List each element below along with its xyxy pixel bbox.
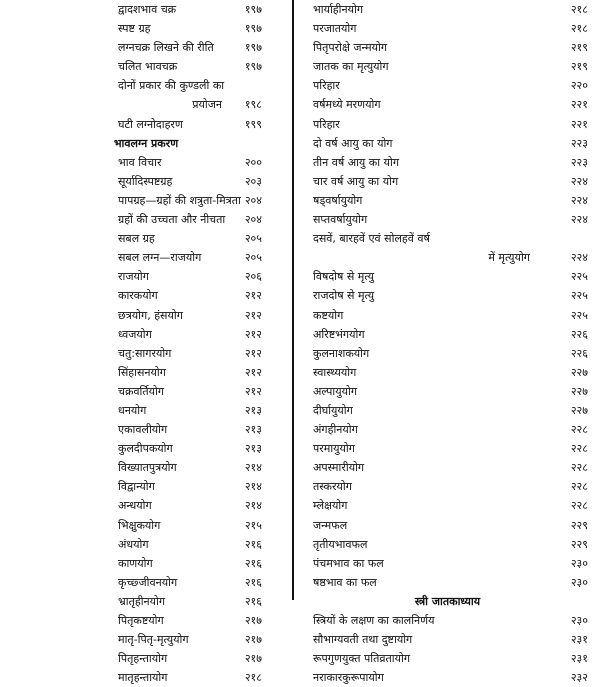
- entry-title: में मृत्युयोग: [488, 251, 530, 265]
- entry-page-number: २१८: [570, 22, 588, 36]
- entry-page-number: १९७: [244, 60, 262, 74]
- entry-title: स्पष्ट ग्रह: [118, 22, 151, 36]
- entry-page-number: २२७: [570, 365, 588, 379]
- entry-title: घटी लग्नोदाहरण: [118, 117, 183, 131]
- index-entry: [295, 57, 600, 76]
- entry-page-number: २१५: [244, 518, 262, 532]
- entry-page-number: १९८: [244, 98, 262, 112]
- entry-title: नराकारकुरूपायोग: [313, 671, 384, 685]
- index-entry: [0, 420, 292, 439]
- entry-page-number: २१७: [244, 652, 262, 666]
- entry-page-number: २१२: [244, 308, 262, 322]
- entry-page-number: २२८: [570, 480, 588, 494]
- entry-title: मातृहन्तायोग: [118, 671, 168, 685]
- entry-page-number: २२५: [570, 270, 588, 284]
- index-entry: [0, 611, 292, 630]
- index-entry: [295, 439, 600, 458]
- entry-title: ध्वजयोग: [118, 327, 152, 341]
- entry-title: अन्धयोग: [118, 499, 152, 513]
- entry-title: विद्वान्योग: [118, 480, 155, 494]
- entry-page-number: २१६: [244, 575, 262, 589]
- entry-title: मातृ-पितृ-मृत्युयोग: [118, 633, 189, 647]
- index-entry: [0, 210, 292, 229]
- index-entry: [0, 229, 292, 248]
- entry-title: पंचमभाव का फल: [313, 556, 384, 570]
- index-entry: [0, 554, 292, 573]
- entry-page-number: २१७: [244, 614, 262, 627]
- entry-page-number: २१२: [244, 384, 262, 398]
- entry-title: काणयोग: [118, 556, 153, 570]
- index-entry: [295, 172, 600, 191]
- entry-page-number: २१३: [244, 423, 262, 437]
- entry-title: षड्वर्षायुयोग: [313, 193, 363, 207]
- index-entry: [295, 76, 600, 95]
- entry-title: कष्टयोग: [313, 308, 344, 322]
- entry-page-number: २२१: [570, 117, 588, 131]
- entry-title: पितृपरोक्षे जन्मयोग: [313, 41, 388, 55]
- entry-title: सबल लग्न—राजयोग: [118, 251, 202, 265]
- index-entry: [295, 458, 600, 477]
- index-entry: [295, 0, 600, 19]
- entry-title: तस्करयोग: [313, 480, 352, 494]
- entry-page-number: २३०: [570, 575, 588, 589]
- index-entry: [295, 420, 600, 439]
- index-entry: [295, 649, 600, 668]
- index-entry: [0, 286, 292, 305]
- index-entry: [295, 267, 600, 286]
- index-entry: [0, 458, 292, 477]
- entry-page-number: २३१: [570, 652, 588, 666]
- index-entry: [295, 229, 600, 248]
- entry-page-number: २१८: [570, 3, 588, 16]
- index-entry: [0, 57, 292, 76]
- entry-title: भिक्षुकयोग: [118, 518, 161, 532]
- entry-title: पितृहन्तायोग: [118, 652, 168, 666]
- entry-title: दसवें, बारहवें एवं सोलहवें वर्ष: [313, 232, 430, 246]
- entry-title: स्त्रियों के लक्षण का कालनिर्णय: [313, 614, 435, 627]
- entry-title: कुलनाशकयोग: [313, 346, 370, 360]
- index-entry: [0, 382, 292, 401]
- entry-title: विख्यातपुत्रयोग: [118, 461, 177, 475]
- index-entry: [295, 210, 600, 229]
- index-entry: [0, 401, 292, 420]
- entry-page-number: २१४: [244, 480, 262, 494]
- index-entry: [0, 516, 292, 535]
- index-entry: [295, 248, 600, 267]
- entry-title: अपस्मारीयोग: [313, 461, 365, 475]
- entry-title: जातक का मृत्युयोग: [313, 60, 389, 74]
- entry-title: अंगहीनयोग: [313, 423, 358, 437]
- index-entry: [0, 535, 292, 554]
- entry-page-number: २१४: [244, 461, 262, 475]
- entry-page-number: २१९: [570, 60, 588, 74]
- entry-title: सिंहासनयोग: [118, 365, 166, 379]
- entry-page-number: २२८: [570, 442, 588, 456]
- index-entry: [295, 134, 600, 153]
- index-entry: [295, 38, 600, 57]
- entry-page-number: २१२: [244, 327, 262, 341]
- entry-title: सप्तवर्षायुयोग: [313, 213, 368, 227]
- entry-page-number: २२९: [570, 537, 588, 551]
- index-entry: [295, 325, 600, 344]
- index-entry: [0, 76, 292, 95]
- index-entry: [0, 115, 292, 134]
- entry-title: रूपगुणयुक्त पतिव्रतायोग: [313, 652, 411, 666]
- entry-page-number: २०३: [244, 174, 262, 188]
- entry-page-number: २२५: [570, 308, 588, 322]
- entry-page-number: २०६: [244, 270, 262, 284]
- entry-page-number: २१२: [244, 365, 262, 379]
- index-entry: [0, 363, 292, 382]
- index-entry: [0, 19, 292, 38]
- entry-title: कारकयोग: [118, 289, 158, 303]
- entry-page-number: १९७: [244, 22, 262, 36]
- entry-page-number: २०५: [244, 251, 262, 265]
- entry-title: पापग्रह—ग्रहों की शत्रुता-मित्रता: [118, 193, 241, 207]
- entry-page-number: २३१: [570, 633, 588, 647]
- entry-title: चतु:सागरयोग: [118, 346, 172, 360]
- index-entry: [0, 0, 292, 19]
- entry-page-number: २३०: [570, 556, 588, 570]
- entry-title: षष्ठभाव का फल: [313, 575, 377, 589]
- entry-page-number: २२७: [570, 384, 588, 398]
- entry-page-number: १९७: [244, 41, 262, 55]
- index-entry: [0, 630, 292, 649]
- entry-page-number: २२४: [570, 251, 588, 265]
- entry-page-number: २२७: [570, 403, 588, 417]
- entry-title: परिहार: [313, 117, 340, 131]
- entry-page-number: २१२: [244, 289, 262, 303]
- entry-title: लग्नचक्र लिखने की रीति: [118, 41, 214, 55]
- index-entry: [0, 38, 292, 57]
- entry-page-number: २२४: [570, 174, 588, 188]
- entry-page-number: २२१: [570, 98, 588, 112]
- index-entry: [0, 496, 292, 515]
- right-column: [295, 0, 600, 687]
- entry-page-number: २२३: [570, 155, 588, 169]
- index-entry: [0, 248, 292, 267]
- index-entry: [295, 496, 600, 515]
- entry-title: कुलदीपकयोग: [118, 442, 173, 456]
- index-entry: [295, 306, 600, 325]
- entry-title: जन्मफल: [313, 518, 348, 532]
- entry-title: म्लेक्षयोग: [313, 499, 348, 513]
- entry-title: राजदोष से मृत्यु: [313, 289, 375, 303]
- entry-page-number: २२४: [570, 213, 588, 227]
- entry-page-number: २२८: [570, 499, 588, 513]
- entry-title: दीर्घायुयोग: [313, 403, 353, 417]
- entry-page-number: १९७: [244, 3, 262, 16]
- entry-page-number: २३२: [570, 671, 588, 685]
- index-entry: [295, 115, 600, 134]
- index-entry: [295, 401, 600, 420]
- entry-title: अंधयोग: [118, 537, 149, 551]
- index-entry: [0, 306, 292, 325]
- entry-page-number: २२८: [570, 423, 588, 437]
- entry-title: अरिष्टभंगयोग: [313, 327, 365, 341]
- entry-page-number: २३०: [570, 614, 588, 627]
- entry-page-number: २२४: [570, 193, 588, 207]
- entry-title: विषदोष से मृत्यु: [313, 270, 374, 284]
- index-entry: [0, 191, 292, 210]
- entry-title: भाव विचार: [118, 155, 162, 169]
- entry-page-number: २००: [244, 155, 262, 169]
- index-entry: [295, 344, 600, 363]
- entry-title: कृच्छ्जीवनयोग: [118, 575, 178, 589]
- entry-title: एकावलीयोग: [118, 423, 168, 437]
- entry-page-number: १९९: [244, 117, 262, 131]
- entry-page-number: २१३: [244, 442, 262, 456]
- entry-page-number: २२०: [570, 79, 588, 93]
- entry-page-number: २०५: [244, 232, 262, 246]
- entry-title: द्वादशभाव चक्र: [118, 3, 177, 16]
- index-entry: [295, 573, 600, 592]
- entry-page-number: २०४: [244, 213, 262, 227]
- entry-title: तृतीयभावफल: [313, 537, 368, 551]
- index-entry: [0, 267, 292, 286]
- index-entry: [295, 477, 600, 496]
- entry-title: चक्रवर्तियोग: [118, 384, 165, 398]
- entry-page-number: २२८: [570, 461, 588, 475]
- entry-title: सौभाग्यवती तथा दुष्टायोग: [313, 633, 413, 647]
- index-entry: [0, 325, 292, 344]
- section-heading: [295, 592, 600, 611]
- index-entry: [0, 592, 292, 611]
- entry-title: प्रयोजन: [192, 98, 222, 112]
- section-heading: [0, 134, 292, 153]
- entry-page-number: २०४: [244, 193, 262, 207]
- entry-page-number: २१६: [244, 556, 262, 570]
- entry-title: भार्याहीनयोग: [313, 3, 364, 16]
- index-entry: [295, 95, 600, 114]
- index-entry: [295, 286, 600, 305]
- entry-page-number: २१७: [244, 633, 262, 647]
- entry-title: भ्रातृहीनयोग: [118, 594, 166, 608]
- index-entry: [0, 573, 292, 592]
- entry-page-number: २१८: [244, 671, 262, 685]
- entry-page-number: २२६: [570, 327, 588, 341]
- entry-title: दो वर्ष आयु का योग: [313, 136, 393, 150]
- index-entry: [0, 153, 292, 172]
- entry-page-number: २१६: [244, 537, 262, 551]
- entry-title: चलित भावचक्र: [118, 60, 178, 74]
- entry-page-number: २२५: [570, 289, 588, 303]
- entry-title: सबल ग्रह: [118, 232, 155, 246]
- left-column: [0, 0, 292, 687]
- index-entry: [295, 535, 600, 554]
- index-entry: [0, 439, 292, 458]
- entry-page-number: २१३: [244, 403, 262, 417]
- entry-page-number: २२६: [570, 346, 588, 360]
- index-entry: [295, 19, 600, 38]
- entry-page-number: २१४: [244, 499, 262, 513]
- entry-page-number: २१२: [244, 346, 262, 360]
- index-entry: [0, 344, 292, 363]
- entry-page-number: २१६: [244, 594, 262, 608]
- index-entry: [295, 382, 600, 401]
- index-entry: [295, 363, 600, 382]
- index-entry: [0, 649, 292, 668]
- entry-title: ग्रहों की उच्चता और नीचता: [118, 213, 226, 227]
- index-entry: [295, 554, 600, 573]
- entry-page-number: २२३: [570, 136, 588, 150]
- entry-title: दोनों प्रकार की कुण्डली का: [118, 79, 225, 93]
- index-entry: [0, 477, 292, 496]
- index-entry: [0, 668, 292, 687]
- index-entry: [295, 630, 600, 649]
- index-entry: [295, 153, 600, 172]
- entry-title: तीन वर्ष आयु का योग: [313, 155, 400, 169]
- entry-title: परिहार: [313, 79, 340, 93]
- entry-title: धनयोग: [118, 403, 147, 417]
- entry-page-number: २१९: [570, 41, 588, 55]
- entry-page-number: २२९: [570, 518, 588, 532]
- entry-title: पितृकष्टयोग: [118, 614, 164, 627]
- entry-title: स्वास्थ्ययोग: [313, 365, 357, 379]
- index-entry: [295, 516, 600, 535]
- entry-title: छत्रयोग, हंसयोग: [118, 308, 183, 322]
- entry-title: चार वर्ष आयु का योग: [313, 174, 399, 188]
- index-entry: [295, 668, 600, 687]
- entry-title: सूर्यादिस्पष्टग्रह: [118, 174, 173, 188]
- entry-title: परमायुयोग: [313, 442, 355, 456]
- entry-title: स्त्री जातकाध्याय: [414, 594, 481, 608]
- index-entry: [295, 611, 600, 630]
- entry-title: परजातयोग: [313, 22, 357, 36]
- entry-title: भावलग्न प्रकरण: [113, 136, 179, 150]
- index-entry: [295, 191, 600, 210]
- column-divider: [292, 0, 294, 600]
- entry-title: वर्षमध्ये मरणयोग: [313, 98, 381, 112]
- entry-title: राजयोग: [118, 270, 149, 284]
- entry-title: अल्पायुयोग: [313, 384, 358, 398]
- index-entry: [0, 95, 292, 114]
- index-entry: [0, 172, 292, 191]
